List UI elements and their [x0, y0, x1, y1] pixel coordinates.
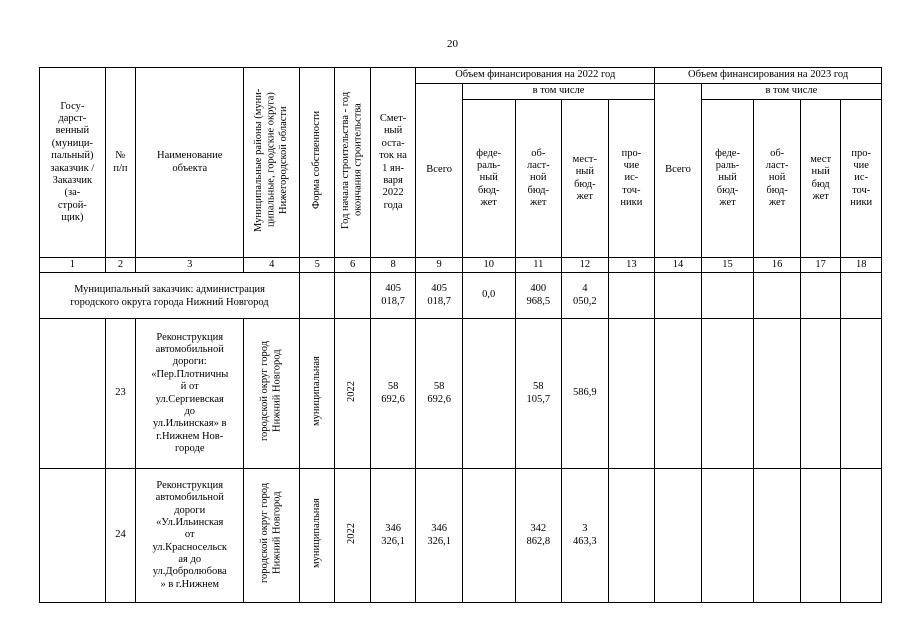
construction-year: 2022	[335, 319, 370, 469]
object-name: Реконструкция автомобильной дороги: «Пер.Плотничны й от ул.Сергиевская до ул.Ильинская» в г.Нижнем Нов- городе	[136, 319, 244, 469]
ownership: муниципальная	[300, 469, 335, 603]
total-2022: 58 692,6	[416, 319, 463, 469]
column-number: 3	[136, 258, 244, 273]
table-row	[40, 469, 882, 603]
header-row-1	[40, 68, 882, 84]
header-incl-2022: в том числе	[462, 84, 654, 100]
column-number: 5	[300, 258, 335, 273]
estimate: 58 692,6	[370, 319, 416, 469]
object-name: Реконструкция автомобильной дороги «Ул.Ильинская от ул.Красносельск ая до ул.Добролюбова » в г.Нижнем	[136, 469, 244, 603]
column-number: 6	[335, 258, 370, 273]
column-number: 12	[562, 258, 609, 273]
column-number: 4	[244, 258, 300, 273]
header-federal-2023: феде- раль- ный бюд- жет	[701, 100, 754, 258]
header-regional-2023: об- ласт- ной бюд- жет	[754, 100, 801, 258]
district: городской округ город Нижний Новгород	[244, 469, 300, 603]
column-number: 18	[841, 258, 882, 273]
header-fin-2022: Объем финансирования на 2022 год	[416, 68, 655, 84]
header-federal-2022: феде- раль- ный бюд- жет	[462, 100, 515, 258]
page-number: 20	[447, 38, 458, 50]
column-number: 15	[701, 258, 754, 273]
summary-label: Муниципальный заказчик: администрация городского округа города Нижний Новгород	[40, 273, 300, 319]
summary-regional-2022: 400 968,5	[515, 273, 562, 319]
header-estimate: Смет- ный оста- ток на 1 ян- варя 2022 года	[370, 68, 416, 258]
financing-table	[39, 67, 882, 603]
column-number: 16	[754, 258, 801, 273]
column-number: 10	[462, 258, 515, 273]
summary-federal-2022: 0,0	[462, 273, 515, 319]
column-number: 9	[416, 258, 463, 273]
header-local-2023: мест ный бюд жет	[800, 100, 840, 258]
header-object-name: Наименование объекта	[136, 68, 244, 258]
header-districts: Муниципальные районы (муни-ципальные, городские округа) Нижегородской области	[244, 68, 300, 258]
summary-total-2022: 405 018,7	[416, 273, 463, 319]
column-number: 17	[800, 258, 840, 273]
header-customer: Госу- дарст- венный (муници- пальный) заказчик / Заказчик (за- строй- щик)	[40, 68, 106, 258]
district: городской округ город Нижний Новгород	[244, 319, 300, 469]
header-other-2023: про- чие ис- точ- ники	[841, 100, 882, 258]
column-number: 8	[370, 258, 416, 273]
header-local-2022: мест- ный бюд- жет	[562, 100, 609, 258]
ownership: муниципальная	[300, 319, 335, 469]
header-ownership: Форма собственности	[300, 68, 335, 258]
column-number: 13	[608, 258, 655, 273]
header-years: Год начала строительства - год окончания строительства	[335, 68, 370, 258]
column-number: 1	[40, 258, 106, 273]
column-number: 11	[515, 258, 562, 273]
local-2022: 3 463,3	[562, 469, 609, 603]
header-fin-2023: Объем финансирования на 2023 год	[655, 68, 882, 84]
header-incl-2023: в том числе	[701, 84, 881, 100]
header-other-2022: про- чие ис- точ- ники	[608, 100, 655, 258]
local-2022: 586,9	[562, 319, 609, 469]
header-total-2023: Всего	[655, 84, 702, 258]
construction-year: 2022	[335, 469, 370, 603]
header-total-2022: Всего	[416, 84, 463, 258]
column-numbers-row	[40, 258, 882, 273]
header-regional-2022: об- ласт- ной бюд- жет	[515, 100, 562, 258]
regional-2022: 342 862,8	[515, 469, 562, 603]
column-number: 2	[105, 258, 135, 273]
total-2022: 346 326,1	[416, 469, 463, 603]
estimate: 346 326,1	[370, 469, 416, 603]
column-number: 14	[655, 258, 702, 273]
row-number: 24	[105, 469, 135, 603]
table-row	[40, 319, 882, 469]
summary-estimate: 405 018,7	[370, 273, 416, 319]
summary-row	[40, 273, 882, 319]
regional-2022: 58 105,7	[515, 319, 562, 469]
header-num: № п/п	[105, 68, 135, 258]
summary-local-2022: 4 050,2	[562, 273, 609, 319]
row-number: 23	[105, 319, 135, 469]
